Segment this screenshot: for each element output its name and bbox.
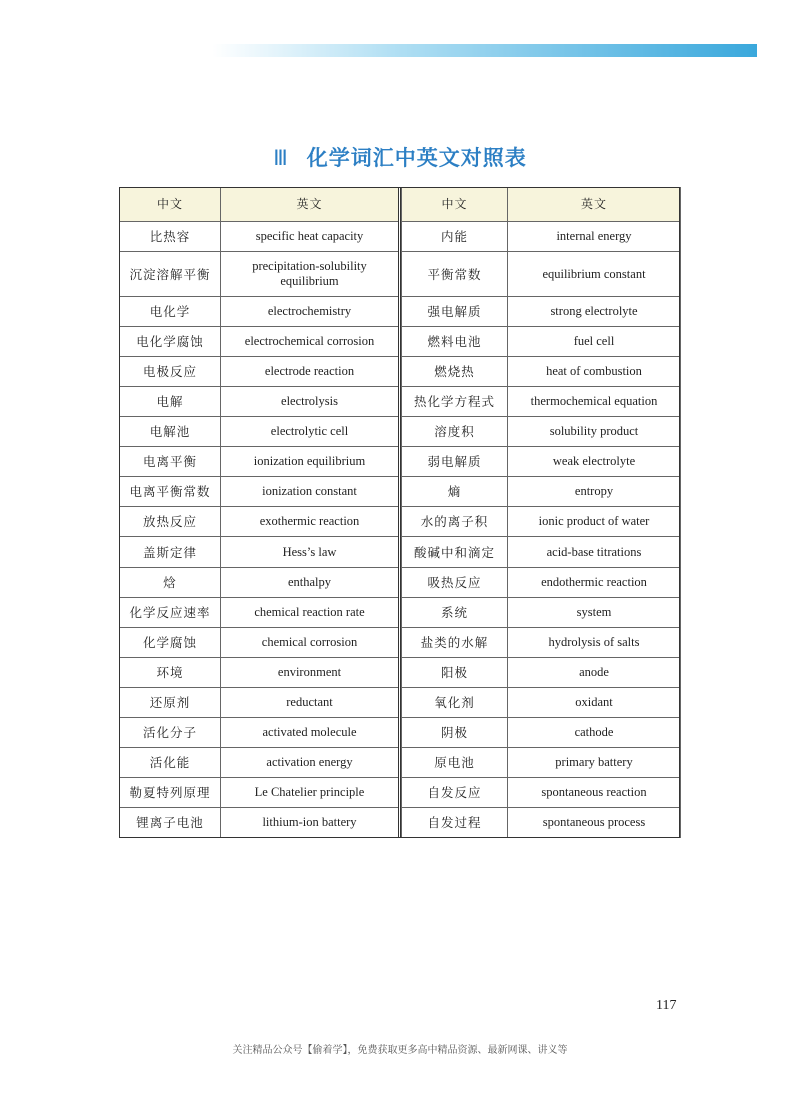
- table-row: [120, 507, 399, 537]
- table-row: [120, 297, 399, 327]
- term-english: endothermic reaction: [508, 567, 681, 597]
- term-english: activation energy: [221, 747, 399, 777]
- term-chinese: 电解: [120, 387, 221, 417]
- term-english: ionization equilibrium: [221, 447, 399, 477]
- term-chinese: 电极反应: [120, 357, 221, 387]
- term-chinese: 吸热反应: [402, 567, 508, 597]
- table-row: [402, 297, 681, 327]
- term-chinese: 平衡常数: [402, 252, 508, 297]
- term-chinese: 燃料电池: [402, 327, 508, 357]
- term-chinese: 熵: [402, 477, 508, 507]
- glossary-table: [119, 187, 680, 838]
- term-english: reductant: [221, 687, 399, 717]
- table-header-row: [120, 188, 399, 222]
- term-chinese: 热化学方程式: [402, 387, 508, 417]
- term-english: Le Chatelier principle: [221, 777, 399, 807]
- term-chinese: 活化能: [120, 747, 221, 777]
- term-chinese: 自发过程: [402, 807, 508, 837]
- term-english: enthalpy: [221, 567, 399, 597]
- term-chinese: 电化学腐蚀: [120, 327, 221, 357]
- term-chinese: 电离平衡: [120, 447, 221, 477]
- term-english: ionic product of water: [508, 507, 681, 537]
- table-row: [120, 657, 399, 687]
- table-row: [120, 477, 399, 507]
- term-chinese: 电解池: [120, 417, 221, 447]
- term-chinese: 焓: [120, 567, 221, 597]
- table-row: [402, 417, 681, 447]
- term-chinese: 酸碱中和滴定: [402, 537, 508, 567]
- term-chinese: 盐类的水解: [402, 627, 508, 657]
- term-chinese: 环境: [120, 657, 221, 687]
- table-row: [402, 717, 681, 747]
- term-english: entropy: [508, 477, 681, 507]
- term-english: strong electrolyte: [508, 297, 681, 327]
- table-row: [120, 777, 399, 807]
- table-row: [120, 567, 399, 597]
- term-english: thermochemical equation: [508, 387, 681, 417]
- table-row: [402, 597, 681, 627]
- column-header-english: 英文: [508, 188, 681, 222]
- term-english: precipitation-solubility equilibrium: [221, 252, 399, 297]
- table-row: [120, 222, 399, 252]
- page-title: [0, 142, 800, 172]
- table-row: [402, 357, 681, 387]
- term-chinese: 电离平衡常数: [120, 477, 221, 507]
- term-english: primary battery: [508, 747, 681, 777]
- term-english: lithium-ion battery: [221, 807, 399, 837]
- table-header-row: [402, 188, 681, 222]
- term-english: exothermic reaction: [221, 507, 399, 537]
- term-english: Hess’s law: [221, 537, 399, 567]
- table-row: [402, 687, 681, 717]
- table-row: [402, 252, 681, 297]
- term-english: ionization constant: [221, 477, 399, 507]
- term-english: spontaneous process: [508, 807, 681, 837]
- table-row: [120, 537, 399, 567]
- table-row: [402, 327, 681, 357]
- column-header-chinese: 中文: [120, 188, 221, 222]
- term-english: internal energy: [508, 222, 681, 252]
- term-chinese: 溶度积: [402, 417, 508, 447]
- term-english: fuel cell: [508, 327, 681, 357]
- term-chinese: 勒夏特列原理: [120, 777, 221, 807]
- term-english: system: [508, 597, 681, 627]
- table-row: [402, 507, 681, 537]
- section-title: 化学词汇中英文对照表: [306, 146, 527, 170]
- term-chinese: 燃烧热: [402, 357, 508, 387]
- term-english: hydrolysis of salts: [508, 627, 681, 657]
- term-chinese: 原电池: [402, 747, 508, 777]
- footer-note: 关注精品公众号【偷着学】，免费获取更多高中精品资源、最新网课、讲义等: [232, 1045, 568, 1056]
- term-english: environment: [221, 657, 399, 687]
- term-english: cathode: [508, 717, 681, 747]
- term-chinese: 化学腐蚀: [120, 627, 221, 657]
- table-row: [120, 747, 399, 777]
- table-row: [402, 477, 681, 507]
- table-row: [402, 387, 681, 417]
- term-chinese: 电化学: [120, 297, 221, 327]
- term-english: specific heat capacity: [221, 222, 399, 252]
- table-row: [402, 627, 681, 657]
- term-chinese: 活化分子: [120, 717, 221, 747]
- term-chinese: 锂离子电池: [120, 807, 221, 837]
- page-number: 117: [656, 998, 677, 1013]
- term-english: weak electrolyte: [508, 447, 681, 477]
- table-row: [120, 357, 399, 387]
- term-chinese: 化学反应速率: [120, 597, 221, 627]
- header-decorative-bar: [212, 44, 757, 57]
- table-row: [120, 327, 399, 357]
- table-row: [402, 777, 681, 807]
- table-row: [402, 567, 681, 597]
- term-english: activated molecule: [221, 717, 399, 747]
- term-chinese: 系统: [402, 597, 508, 627]
- table-row: [120, 627, 399, 657]
- term-english: electrochemistry: [221, 297, 399, 327]
- table-row: [120, 252, 399, 297]
- term-chinese: 弱电解质: [402, 447, 508, 477]
- term-chinese: 还原剂: [120, 687, 221, 717]
- table-row: [402, 657, 681, 687]
- column-header-english: 英文: [221, 188, 399, 222]
- table-row: [120, 807, 399, 837]
- column-header-chinese: 中文: [402, 188, 508, 222]
- term-chinese: 盖斯定律: [120, 537, 221, 567]
- term-chinese: 氧化剂: [402, 687, 508, 717]
- table-row: [402, 222, 681, 252]
- table-row: [402, 447, 681, 477]
- table-row: [120, 447, 399, 477]
- term-chinese: 强电解质: [402, 297, 508, 327]
- term-english: chemical corrosion: [221, 627, 399, 657]
- term-english: anode: [508, 657, 681, 687]
- term-chinese: 放热反应: [120, 507, 221, 537]
- term-english: electrode reaction: [221, 357, 399, 387]
- glossary-table-left: [119, 187, 399, 838]
- table-row: [402, 807, 681, 837]
- table-row: [402, 537, 681, 567]
- table-row: [120, 687, 399, 717]
- table-row: [402, 747, 681, 777]
- section-roman-numeral: Ⅲ: [273, 146, 289, 170]
- term-chinese: 阳极: [402, 657, 508, 687]
- table-row: [120, 717, 399, 747]
- term-chinese: 水的离子积: [402, 507, 508, 537]
- table-row: [120, 387, 399, 417]
- term-chinese: 自发反应: [402, 777, 508, 807]
- term-english: electrolysis: [221, 387, 399, 417]
- table-row: [120, 597, 399, 627]
- term-chinese: 沉淀溶解平衡: [120, 252, 221, 297]
- term-english: electrolytic cell: [221, 417, 399, 447]
- term-chinese: 内能: [402, 222, 508, 252]
- term-english: electrochemical corrosion: [221, 327, 399, 357]
- glossary-table-right: [401, 187, 681, 838]
- term-english: chemical reaction rate: [221, 597, 399, 627]
- term-english: equilibrium constant: [508, 252, 681, 297]
- term-chinese: 阴极: [402, 717, 508, 747]
- term-english: heat of combustion: [508, 357, 681, 387]
- term-english: acid-base titrations: [508, 537, 681, 567]
- term-english: spontaneous reaction: [508, 777, 681, 807]
- table-row: [120, 417, 399, 447]
- term-english: oxidant: [508, 687, 681, 717]
- term-chinese: 比热容: [120, 222, 221, 252]
- term-english: solubility product: [508, 417, 681, 447]
